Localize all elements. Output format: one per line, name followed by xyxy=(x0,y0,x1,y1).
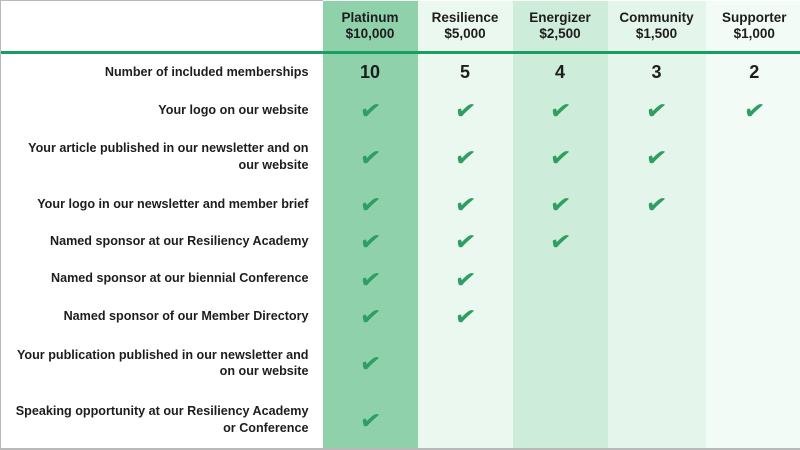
tier-name-resilience: Resilience xyxy=(431,9,499,25)
benefit-cell-energizer xyxy=(513,185,608,222)
benefit-cell-supporter xyxy=(706,223,800,260)
tier-price-energizer: $2,500 xyxy=(539,25,581,41)
check-icon: ✔ xyxy=(357,300,383,333)
benefit-cell-community xyxy=(608,223,706,260)
check-icon: ✔ xyxy=(357,263,383,296)
feature-label: Named sponsor at our Resiliency Academy xyxy=(1,223,323,260)
benefit-cell-platinum xyxy=(323,185,418,222)
benefit-cell-resilience xyxy=(418,260,513,297)
table-row xyxy=(1,298,800,335)
benefit-value: 10 xyxy=(359,62,381,83)
tier-header-supporter xyxy=(706,1,800,51)
table-row xyxy=(1,129,800,186)
tier-price-platinum: $10,000 xyxy=(345,25,395,41)
check-icon: ✔ xyxy=(644,188,669,221)
check-icon: ✔ xyxy=(452,188,478,221)
benefit-cell-community xyxy=(608,185,706,222)
benefit-cell-supporter xyxy=(706,335,800,392)
benefit-cell-supporter xyxy=(706,298,800,335)
feature-column-header xyxy=(1,1,323,51)
benefit-cell-platinum xyxy=(323,335,418,392)
check-icon: ✔ xyxy=(452,141,478,174)
check-icon: ✔ xyxy=(357,94,383,127)
table-header-row xyxy=(1,1,800,51)
tier-name-platinum: Platinum xyxy=(341,9,399,25)
benefit-value: 2 xyxy=(749,62,760,83)
benefit-cell-energizer xyxy=(513,223,608,260)
tier-price-resilience: $5,000 xyxy=(444,25,486,41)
benefit-cell-resilience xyxy=(418,54,513,91)
table-row xyxy=(1,91,800,128)
benefit-cell-supporter xyxy=(706,129,800,186)
table-row xyxy=(1,391,800,448)
benefit-value: 4 xyxy=(554,62,565,83)
check-icon: ✔ xyxy=(452,300,478,333)
benefit-value: 3 xyxy=(651,62,662,83)
benefit-cell-resilience xyxy=(418,223,513,260)
check-icon: ✔ xyxy=(452,94,478,127)
check-icon: ✔ xyxy=(452,226,478,258)
tier-header-resilience xyxy=(418,1,513,51)
benefit-cell-platinum xyxy=(323,298,418,335)
benefit-value: 5 xyxy=(459,62,470,83)
benefit-cell-energizer xyxy=(513,54,608,91)
check-icon: ✔ xyxy=(644,141,669,174)
benefit-cell-supporter xyxy=(706,54,800,91)
check-icon: ✔ xyxy=(547,94,573,127)
tier-header-platinum xyxy=(323,1,418,51)
feature-label: Your article published in our newsletter and on our website xyxy=(1,129,323,186)
check-icon: ✔ xyxy=(357,188,383,221)
check-icon: ✔ xyxy=(547,226,573,258)
feature-label: Named sponsor of our Member Directory xyxy=(1,298,323,335)
check-icon: ✔ xyxy=(357,347,383,380)
benefit-cell-resilience xyxy=(418,129,513,186)
benefit-cell-energizer xyxy=(513,129,608,186)
check-icon: ✔ xyxy=(741,94,767,127)
check-icon: ✔ xyxy=(357,141,383,174)
table-row xyxy=(1,54,800,91)
feature-label: Your logo on our website xyxy=(1,91,323,128)
tier-price-supporter: $1,000 xyxy=(733,25,775,41)
benefit-cell-community xyxy=(608,335,706,392)
benefit-cell-community xyxy=(608,91,706,128)
benefit-cell-platinum xyxy=(323,91,418,128)
benefit-cell-resilience xyxy=(418,391,513,448)
feature-label: Named sponsor at our biennial Conference xyxy=(1,260,323,297)
feature-label: Speaking opportunity at our Resiliency Academy or Conference xyxy=(1,391,323,448)
tier-name-supporter: Supporter xyxy=(721,9,787,25)
table-row xyxy=(1,223,800,260)
benefit-cell-supporter xyxy=(706,391,800,448)
benefit-cell-platinum xyxy=(323,391,418,448)
benefit-cell-resilience xyxy=(418,185,513,222)
check-icon: ✔ xyxy=(357,226,383,258)
check-icon: ✔ xyxy=(644,94,669,127)
feature-label: Number of included memberships xyxy=(1,54,323,91)
check-icon: ✔ xyxy=(547,141,573,174)
benefit-cell-community xyxy=(608,260,706,297)
table-row xyxy=(1,335,800,392)
benefit-cell-energizer xyxy=(513,298,608,335)
benefit-cell-resilience xyxy=(418,298,513,335)
benefit-cell-platinum xyxy=(323,260,418,297)
tier-name-energizer: Energizer xyxy=(529,9,591,25)
tier-header-community xyxy=(608,1,706,51)
benefit-cell-community xyxy=(608,391,706,448)
benefit-cell-platinum xyxy=(323,129,418,186)
benefit-cell-supporter xyxy=(706,185,800,222)
benefit-cell-supporter xyxy=(706,260,800,297)
tier-name-community: Community xyxy=(619,9,694,25)
table-row xyxy=(1,185,800,222)
benefit-cell-supporter xyxy=(706,91,800,128)
feature-label: Your publication published in our newsletter and on our website xyxy=(1,335,323,392)
feature-label: Your logo in our newsletter and member brief xyxy=(1,185,323,222)
benefit-cell-energizer xyxy=(513,260,608,297)
benefit-cell-resilience xyxy=(418,335,513,392)
check-icon: ✔ xyxy=(357,404,383,437)
tier-price-community: $1,500 xyxy=(635,25,678,41)
check-icon: ✔ xyxy=(547,188,573,221)
benefit-cell-platinum xyxy=(323,54,418,91)
benefit-cell-energizer xyxy=(513,391,608,448)
benefit-cell-energizer xyxy=(513,335,608,392)
benefit-cell-energizer xyxy=(513,91,608,128)
benefit-cell-community xyxy=(608,129,706,186)
table-row xyxy=(1,260,800,297)
benefit-cell-resilience xyxy=(418,91,513,128)
benefit-cell-community xyxy=(608,298,706,335)
benefit-cell-platinum xyxy=(323,223,418,260)
check-icon: ✔ xyxy=(452,263,478,296)
tier-header-energizer xyxy=(513,1,608,51)
benefit-cell-community xyxy=(608,54,706,91)
